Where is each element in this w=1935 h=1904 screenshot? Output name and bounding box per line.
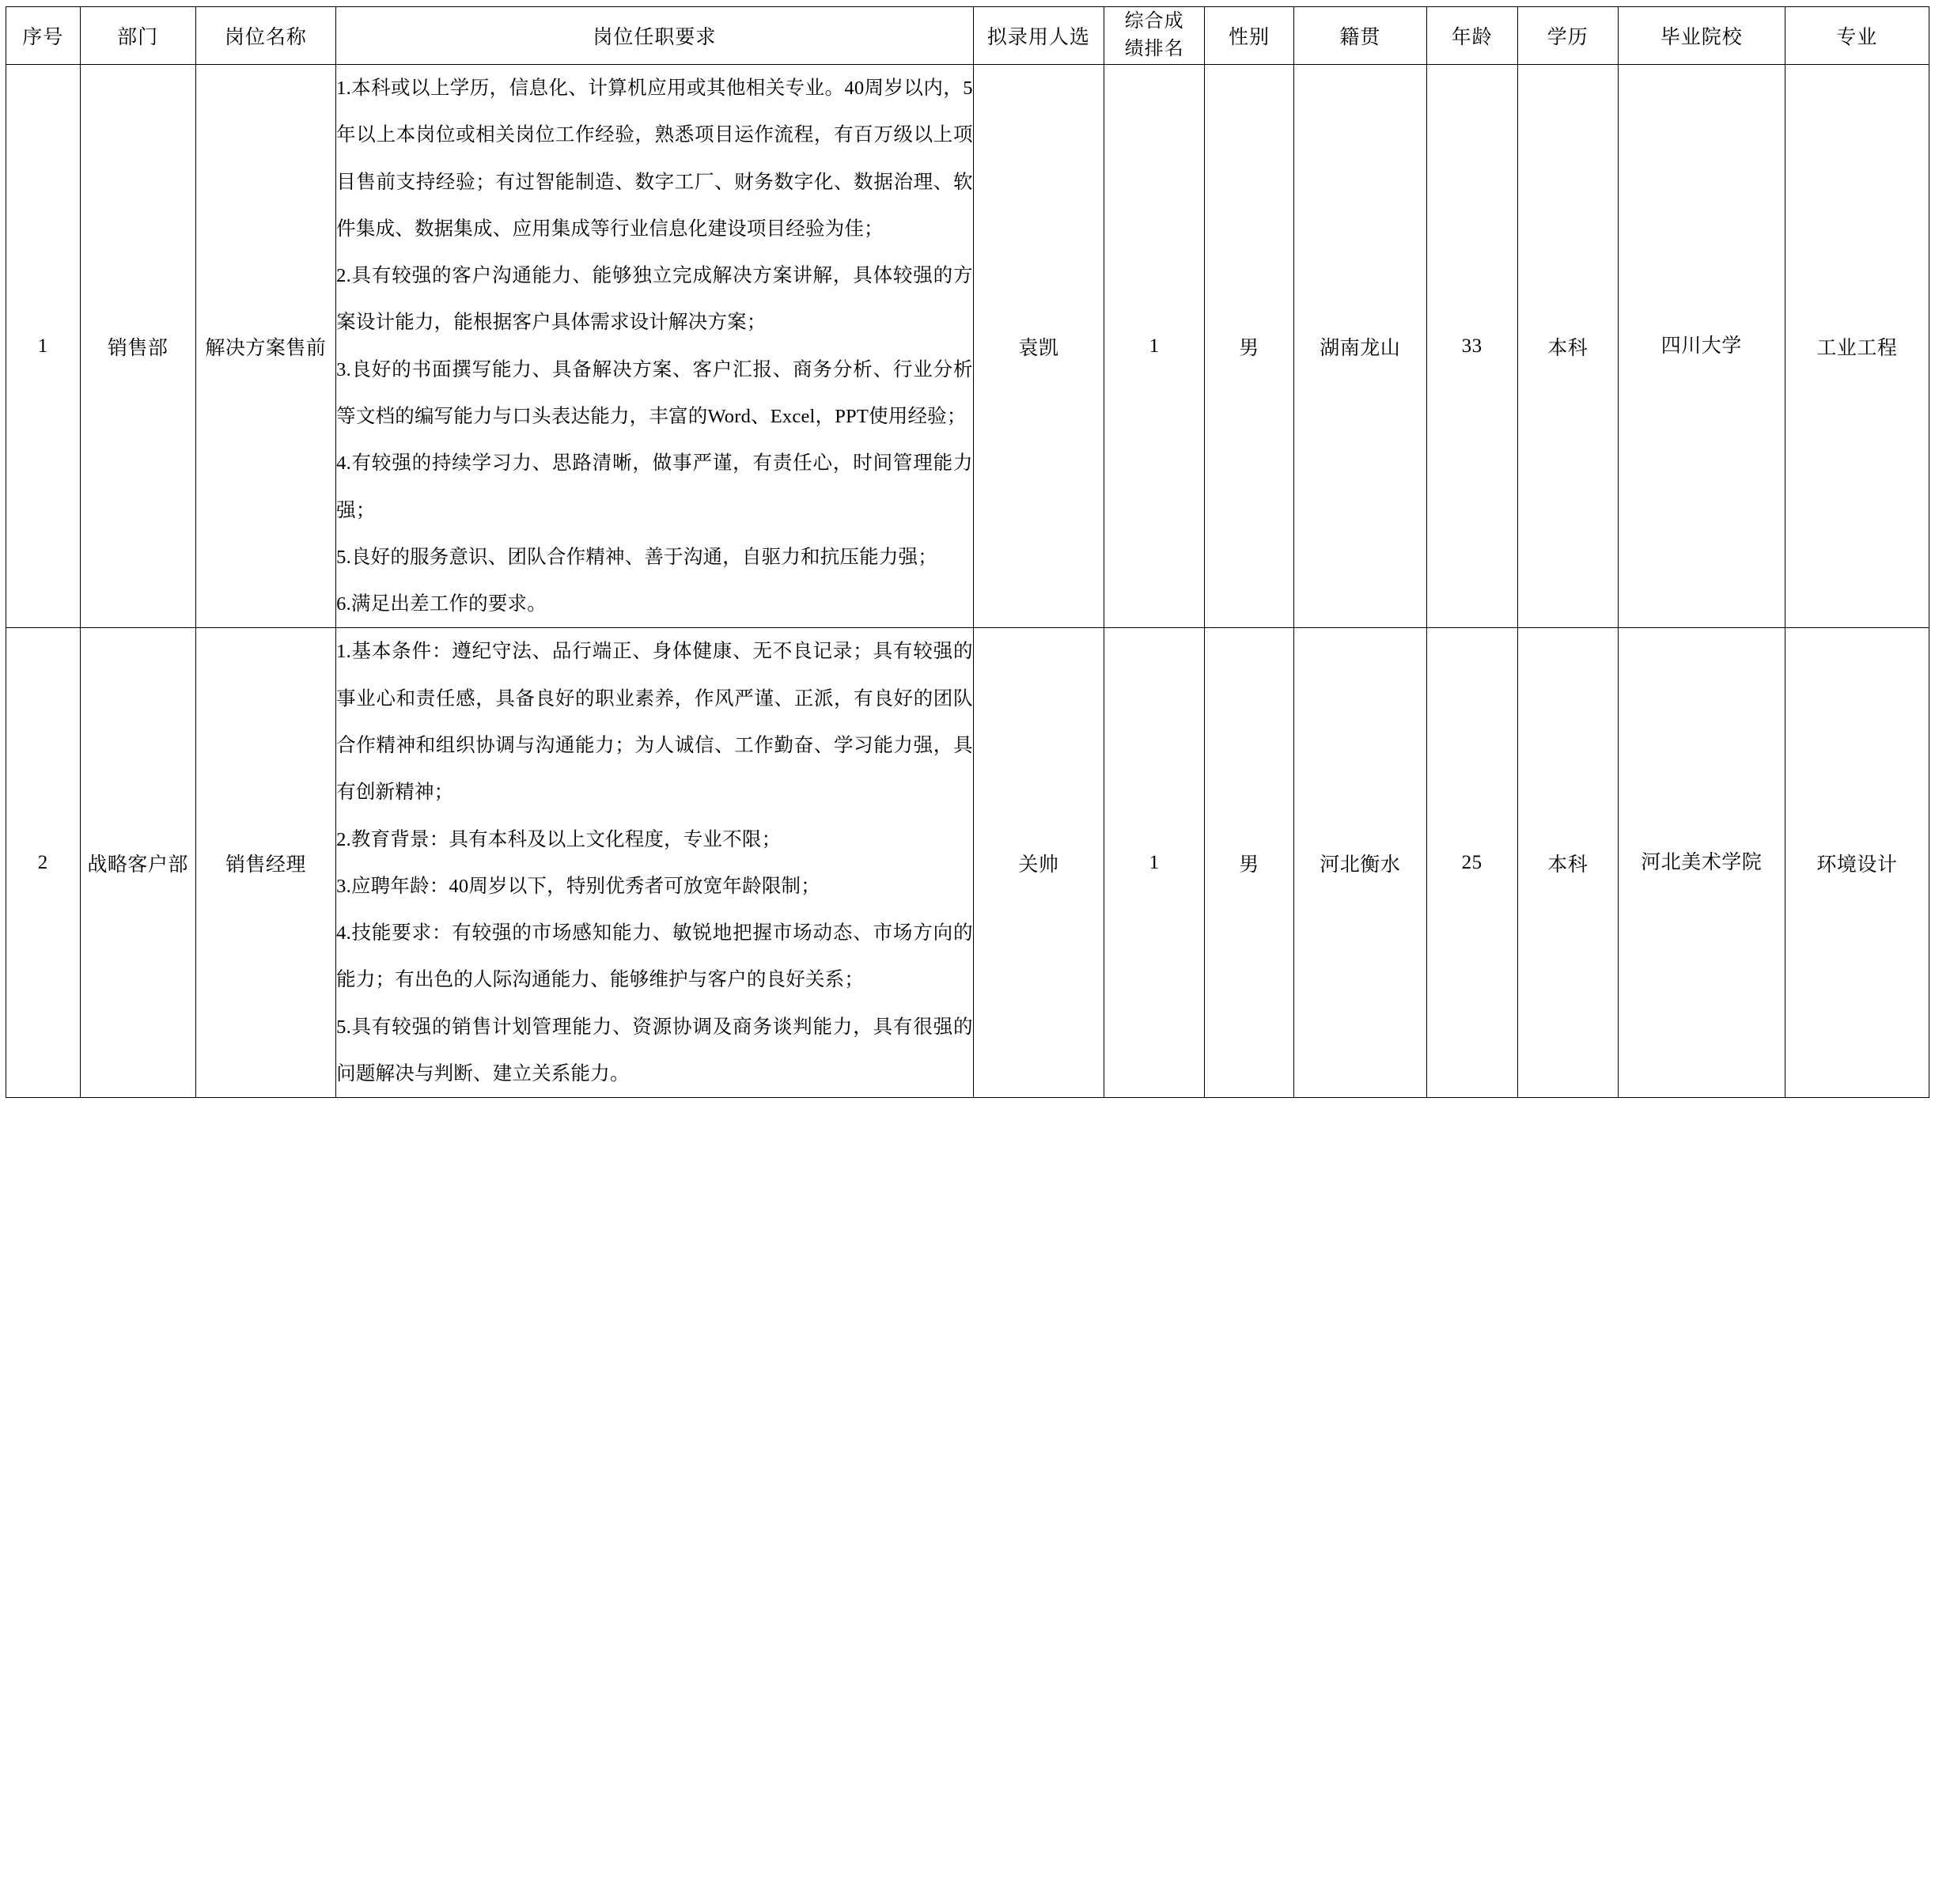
recruitment-table (6, 6, 1929, 1098)
cell-requirements (336, 65, 974, 628)
requirement-item: 4.技能要求：有较强的市场感知能力、敏锐地把握市场动态、市场方向的能力；有出色的人际沟通能力、能够维护与客户的良好关系； (336, 922, 973, 991)
column-header-post: 岗位名称 (195, 7, 335, 65)
cell-major: 环境设计 (1785, 628, 1929, 1098)
cell-school (1618, 65, 1785, 628)
column-header-gender: 性别 (1205, 7, 1294, 65)
cell-age: 33 (1426, 65, 1517, 628)
table-body (6, 65, 1929, 1098)
cell-index: 2 (6, 628, 81, 1098)
table-row (6, 65, 1929, 628)
cell-school (1618, 628, 1785, 1098)
cell-person: 袁凯 (973, 65, 1104, 628)
cell-rank: 1 (1104, 628, 1205, 1098)
cell-gender: 男 (1205, 65, 1294, 628)
cell-school-text: 四川大学 (1660, 335, 1742, 357)
requirement-item: 3.良好的书面撰写能力、具备解决方案、客户汇报、商务分析、行业分析等文档的编写能力与口头表达能力，丰富的Word、Excel，PPT使用经验； (336, 358, 973, 427)
requirements-list (336, 628, 973, 1097)
cell-requirements (336, 628, 974, 1098)
cell-post: 销售经理 (195, 628, 335, 1098)
requirement-item: 3.应聘年龄：40周岁以下，特别优秀者可放宽年龄限制； (336, 875, 820, 897)
requirement-item: 4.有较强的持续学习力、思路清晰，做事严谨，有责任心，时间管理能力强； (336, 452, 973, 521)
cell-school-text: 河北美术学院 (1641, 851, 1763, 873)
requirement-item: 5.良好的服务意识、团队合作精神、善于沟通，自驱力和抗压能力强； (336, 546, 937, 568)
column-header-rank-line1: 综合成 (1124, 11, 1184, 32)
column-header-rank (1104, 7, 1205, 65)
cell-education: 本科 (1517, 65, 1618, 628)
cell-major: 工业工程 (1785, 65, 1929, 628)
cell-person: 关帅 (973, 628, 1104, 1098)
cell-rank: 1 (1104, 65, 1205, 628)
cell-index: 1 (6, 65, 81, 628)
column-header-requirements: 岗位任职要求 (336, 7, 974, 65)
requirement-item: 1.基本条件：遵纪守法、品行端正、身体健康、无不良记录；具有较强的事业心和责任感，具备良好的职业素养，作风严谨、正派，有良好的团队合作精神和组织协调与沟通能力；为人诚信、工作勤奋、学习能力强，具有创新精神； (336, 641, 973, 804)
requirement-item: 2.具有较强的客户沟通能力、能够独立完成解决方案讲解，具体较强的方案设计能力，能根据客户具体需求设计解决方案； (336, 265, 973, 334)
table-header-row (6, 7, 1929, 65)
column-header-person: 拟录用人选 (973, 7, 1104, 65)
requirement-item: 2.教育背景：具有本科及以上文化程度，专业不限； (336, 828, 782, 850)
column-header-major: 专业 (1785, 7, 1929, 65)
cell-dept: 战略客户部 (80, 628, 195, 1098)
cell-age: 25 (1426, 628, 1517, 1098)
cell-gender: 男 (1205, 628, 1294, 1098)
cell-native: 河北衡水 (1293, 628, 1426, 1098)
column-header-age: 年龄 (1426, 7, 1517, 65)
requirements-list (336, 65, 973, 627)
requirement-item: 5.具有较强的销售计划管理能力、资源协调及商务谈判能力，具有很强的问题解决与判断、建立关系能力。 (336, 1016, 973, 1084)
column-header-native: 籍贯 (1293, 7, 1426, 65)
requirement-item: 1.本科或以上学历，信息化、计算机应用或其他相关专业。40周岁以内，5年以上本岗位或相关岗位工作经验，熟悉项目运作流程，有百万级以上项目售前支持经验；有过智能制造、数字工厂、财务数字化、数据治理、软件集成、数据集成、应用集成等行业信息化建设项目经验为佳； (336, 78, 973, 240)
column-header-index: 序号 (6, 7, 81, 65)
cell-education: 本科 (1517, 628, 1618, 1098)
column-header-education: 学历 (1517, 7, 1618, 65)
cell-native: 湖南龙山 (1293, 65, 1426, 628)
column-header-rank-line2: 绩排名 (1124, 39, 1184, 59)
column-header-school: 毕业院校 (1618, 7, 1785, 65)
table-header (6, 7, 1929, 65)
column-header-dept: 部门 (80, 7, 195, 65)
requirement-item: 6.满足出差工作的要求。 (336, 593, 547, 615)
cell-dept: 销售部 (80, 65, 195, 628)
cell-post: 解决方案售前 (195, 65, 335, 628)
table-row (6, 628, 1929, 1098)
